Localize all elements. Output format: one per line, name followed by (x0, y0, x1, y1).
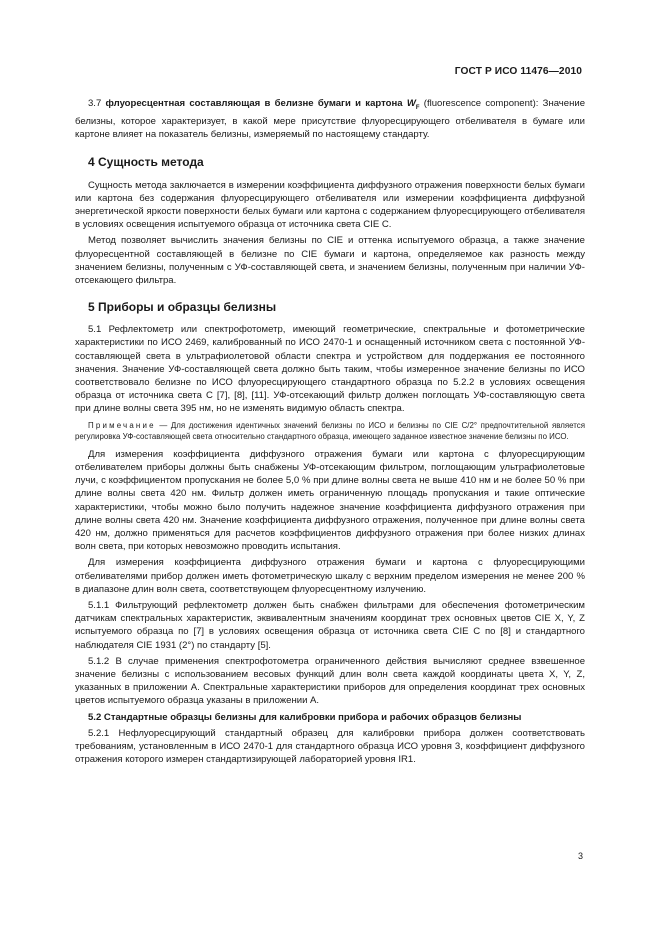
paragraph-5-1-2: 5.1.2 В случае применения спектрофотометра ограниченного действия вычисляют среднее взвешенное значение белизны с использованием весовых функций длин волн света каждой координаты цвета X, Y, Z, указанных в приложении А. Спектральные характеристики приборов для определения координат трех основных цветов испытуемого образца указаны в приложении А. (75, 655, 585, 707)
paragraph-3-7 (75, 97, 585, 142)
paragraph-photometric-scale: Для измерения коэффициента диффузного отражения бумаги и картона с флуоресцирующими отбеливателями прибор должен иметь фотометрическую шкалу с верхним пределом измерения не менее 200 % в диапазоне длин волн света, соответствующем флуоресцентному излучению. (75, 557, 585, 595)
note (75, 420, 585, 443)
term-title: флуоресцентная составляющая в белизне бумаги и картона (105, 98, 403, 109)
note-text: — Для достижения идентичных значений белизны по ИСО и белизны по CIE C/2° предпочтительной является регулировка УФ-составляющей света относительно стандартного образца, имеющего заданное известное значение белизны по ИСО. (75, 420, 585, 442)
document-body (75, 97, 585, 766)
paragraph-filter-requirements: Для измерения коэффициента диффузного отражения бумаги или картона с флуоресцирующим отбеливателем приборы должны быть снабжены УФ-отсекающим фильтром, поглощающим ультрафиолетовые лучи, с коэффициентом пропускания не более 5,0 % при длине волны света не выше 410 нм и не более 50 % при длине волны света 420 нм. Фильтр должен иметь ограниченную площадь пропускания и такие оптические характеристики, чтобы можно было получить надежное значение коэффициента диффузного отражения при длине волны света 420 нм. Значение коэффициента диффузного отражения, полученное при длине волны света 420 нм, должно применяться для расчетов коэффициентов диффузного отражения при более низких длинах волн света, при которых невозможно проводить испытания. (75, 448, 585, 553)
section-4-paragraph-2: Метод позволяет вычислить значения белизны по CIE и оттенка испытуемого образца, а также значение флуоресцентной составляющей в белизне по CIE бумаги и картона, определяемое как разность между значением белизны, полученным с УФ-составляющей света, и значением белизны, полученным при наличии УФ-отсекающего фильтра. (75, 235, 585, 286)
clause-number: 3.7 (88, 98, 102, 109)
paragraph-5-1: 5.1 Рефлектометр или спектрофотометр, имеющий геометрические, спектральные и фотометрические характеристики по ИСО 2469, калиброванный по ИСО 2470-1 и оснащенный источником света с постоянной УФ-составляющей света в ультрафиолетовой области спектра и устройством для поддержания ее постоянного значения. Значение УФ-составляющей света должно быть таким, чтобы измеренное значение белизны по ИСО соответствовало белизне по ИСО флуоресцирующего стандартного образца по 5.2.2 в условиях освещения образца от источника света C [7], [8], [11]. УФ-отсекающий фильтр должен поглощать УФ-составляющую света при длине волны света 395 нм, но не изменять видимую область спектра. (75, 324, 585, 415)
subsection-5-2-title: 5.2 Стандартные образцы белизны для калибровки прибора и рабочих образцов белизны (88, 711, 522, 723)
paragraph-5-2-1: 5.2.1 Нефлуоресцирующий стандартный образец для калибровки прибора должен соответствовать требованиям, установленным в ИСО 2470-1 для стандартного образца ИСО уровня 3, коэффициент диффузного отражения которого измерен стандартизирующей лабораторией уровня IR1. (75, 727, 585, 766)
term-definition: (fluorescence component): Значение белизны, которое характеризует, в какой мере присутствие флуоресцирующего отбеливателя в бумаге или картоне влияет на показатель белизны, измеряемый по настоящему стандарту. (75, 98, 586, 141)
section-5-title: 5 Приборы и образцы белизны (88, 300, 277, 315)
note-label: Примечание (88, 420, 156, 430)
term-symbol: W (406, 98, 416, 109)
term-symbol-subscript: F (415, 104, 420, 111)
page-number: 3 (577, 851, 583, 861)
paragraph-5-1-1: 5.1.1 Фильтрующий рефлектометр должен быть снабжен фильтрами для обеспечения фотометрическим датчикам спектральных характеристик, эквивалентным значениям координат трех основных цветов CIE X, Y, Z испытуемого образца по [7] в условиях освещения образца от источника света CIE C по [8] и стандартного наблюдателя CIE 1931 (2°) по стандарту [5]. (75, 599, 585, 651)
section-4-paragraph-1: Сущность метода заключается в измерении коэффициента диффузного отражения поверхности белых бумаги или картона без содержания флуоресцирующего отбеливателя или измерении коэффициента диффузной энергетической яркости поверхности белых бумаги или картона с содержанием флуоресцирующего отбеливателя в условиях освещения испытуемого образца от источника света CIE C. (75, 179, 585, 231)
section-4-title: 4 Сущность метода (88, 154, 204, 169)
document-header: ГОСТ Р ИСО 11476—2010 (454, 66, 582, 77)
